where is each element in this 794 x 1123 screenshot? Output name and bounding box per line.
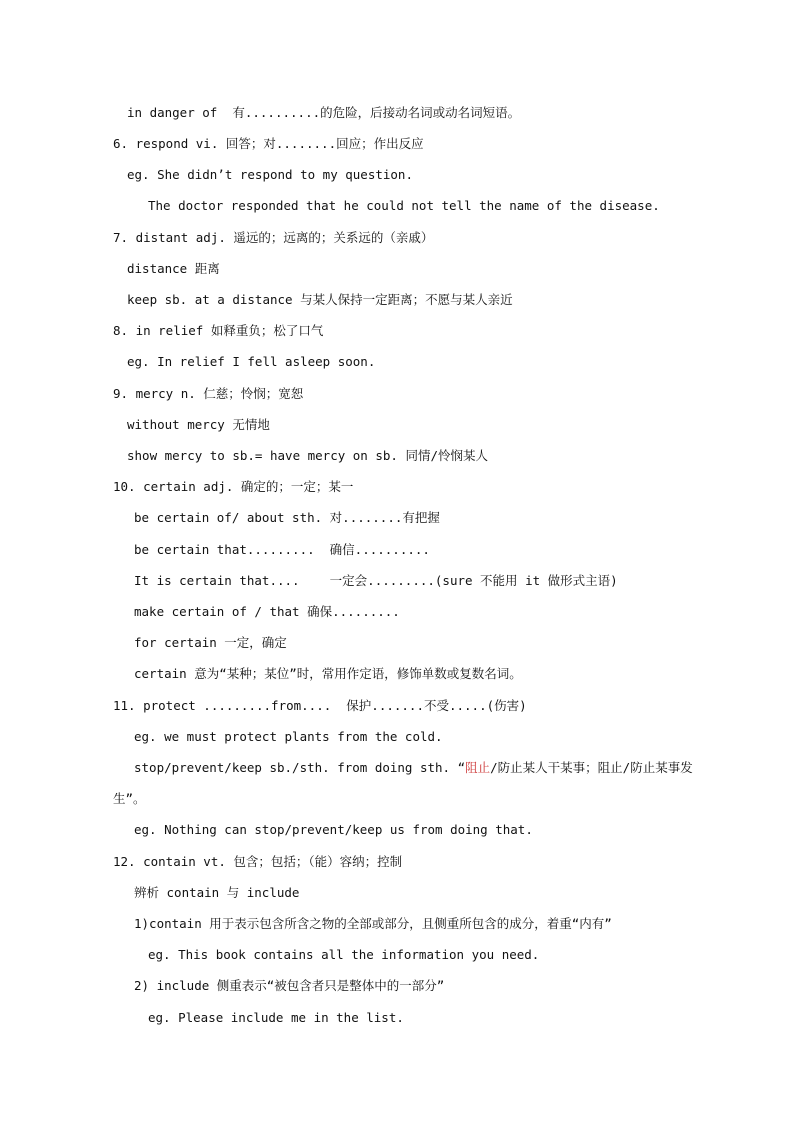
text-line: make certain of / that 确保......... [134,604,400,619]
text-segment: stop/prevent/keep sb./sth. from doing sth. “ [134,760,466,775]
example-line: eg. Please include me in the list. [148,1010,404,1025]
text-line [134,760,693,776]
text-line: without mercy 无情地 [127,417,270,432]
text-line: 生”。 [113,791,146,806]
entry-heading: 9. mercy n. 仁慈；怜悯；宽恕 [113,386,304,401]
text-segment: /防止某人干某事；阻止/防止某事发 [490,760,693,775]
example-line: eg. we must protect plants from the cold. [134,729,443,744]
text-line: for certain 一定，确定 [134,635,287,650]
text-line: 2) include 侧重表示“被包含者只是整体中的一部分” [134,978,445,993]
text-line: 1)contain 用于表示包含所含之物的全部或部分，且侧重所包含的成分，着重“内有” [134,916,612,931]
example-line: eg. In relief I fell asleep soon. [127,354,376,369]
text-line: keep sb. at a distance 与某人保持一定距离；不愿与某人亲近 [127,292,513,307]
entry-heading: 10. certain adj. 确定的；一定；某一 [113,479,354,494]
example-line: The doctor responded that he could not tell the name of the disease. [148,198,660,213]
example-line: eg. Nothing can stop/prevent/keep us from doing that. [134,822,533,837]
text-line: It is certain that.... 一定会.........(sure 不能用 it 做形式主语) [134,573,618,588]
entry-heading: 7. distant adj. 遥远的；远离的；关系远的（亲戚） [113,230,434,245]
text-line: in danger of 有..........的危险，后接动名词或动名词短语。 [127,105,521,120]
entry-heading: 12. contain vt. 包含；包括；（能）容纳；控制 [113,854,403,869]
text-line: certain 意为“某种；某位”时，常用作定语，修饰单数或复数名词。 [134,666,522,681]
text-line: distance 距离 [127,261,220,276]
example-line: eg. She didn’t respond to my question. [127,167,413,182]
entry-heading: 8. in relief 如释重负；松了口气 [113,323,324,338]
text-line: show mercy to sb.= have mercy on sb. 同情/怜悯某人 [127,448,488,463]
text-line: be certain that......... 确信.......... [134,542,430,557]
entry-heading: 11. protect .........from.... 保护.......不受.....(伤害) [113,698,527,713]
text-line: 辨析 contain 与 include [134,885,300,900]
text-line: be certain of/ about sth. 对........有把握 [134,510,440,525]
highlighted-text: 阻止 [465,760,491,775]
example-line: eg. This book contains all the information you need. [148,947,540,962]
entry-heading: 6. respond vi. 回答；对........回应；作出反应 [113,136,424,151]
